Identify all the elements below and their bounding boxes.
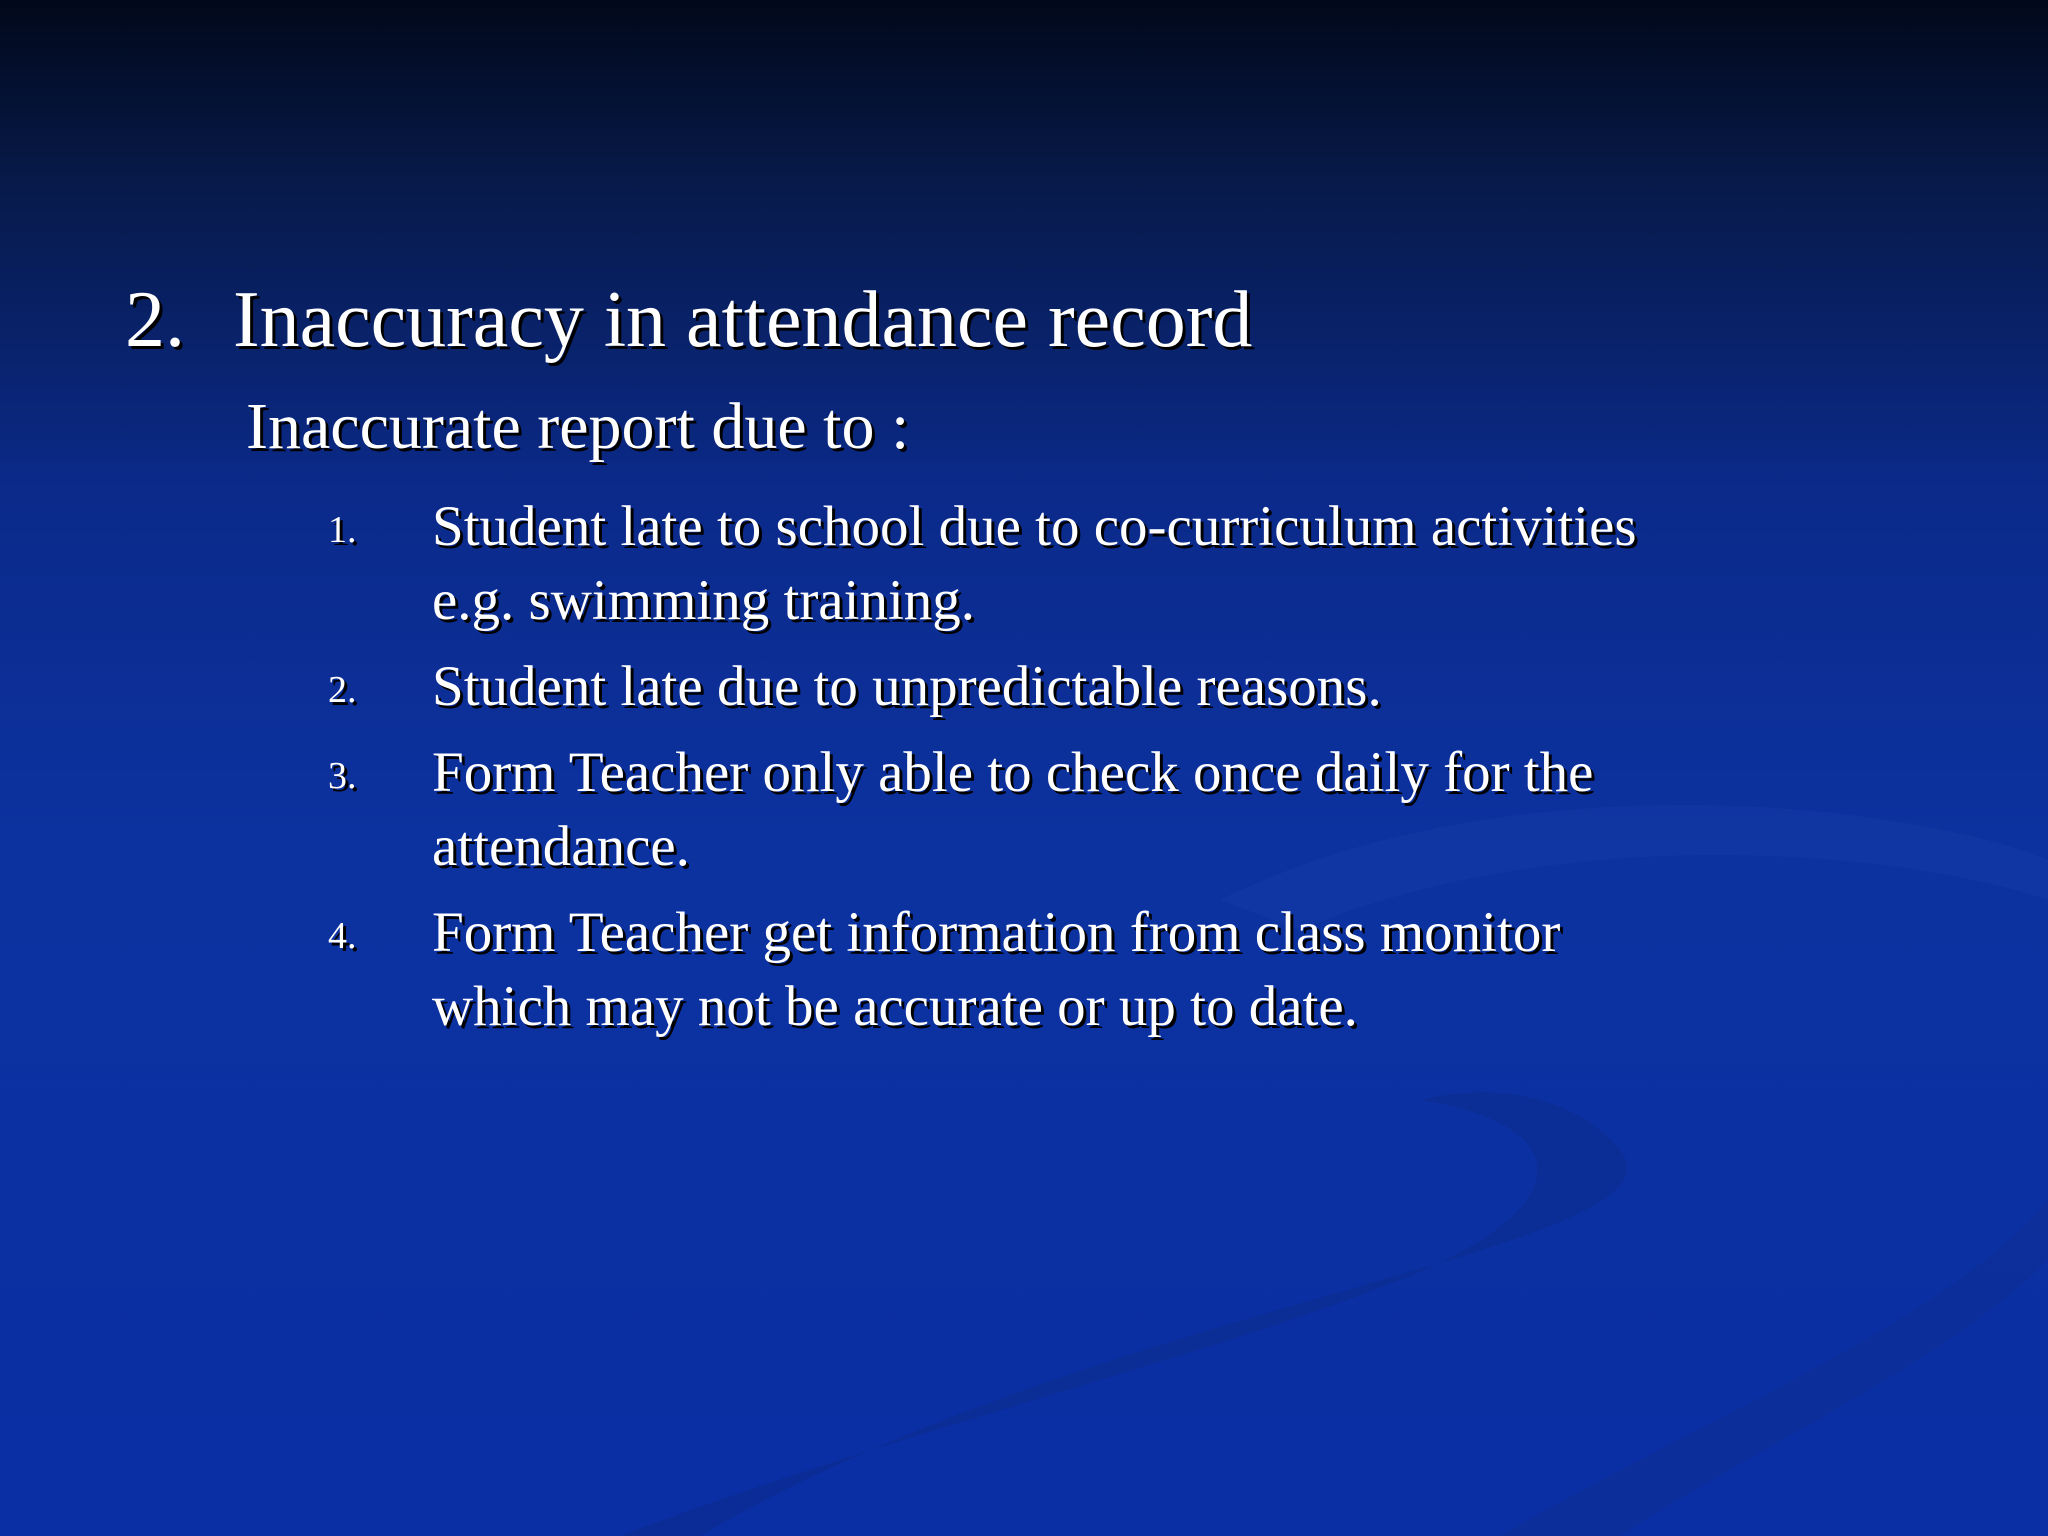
- heading-number: 2.: [125, 276, 185, 364]
- list-marker: 1.: [328, 509, 357, 551]
- list-marker: 3.: [328, 755, 357, 797]
- list-item-line: Form Teacher only able to check once daily for the: [432, 741, 1594, 804]
- slide-subheading: Inaccurate report due to :: [246, 390, 910, 463]
- list-marker: 4.: [328, 915, 357, 957]
- list-item: [328, 736, 1888, 884]
- list-item: [328, 896, 1888, 1044]
- list-item: [328, 650, 1888, 724]
- list-item-line: Form Teacher get information from class monitor: [432, 901, 1561, 964]
- list-item-line: attendance.: [432, 815, 690, 878]
- swoosh-band-right: [1500, 1200, 2048, 1536]
- swoosh-band-lower: [620, 1092, 1627, 1536]
- heading-text: Inaccuracy in attendance record: [233, 276, 1253, 364]
- list-item-line: Student late due to unpredictable reasons.: [432, 655, 1382, 718]
- list-item: [328, 490, 1888, 638]
- list-item-line: e.g. swimming training.: [432, 569, 976, 632]
- slide-heading: [125, 270, 1252, 370]
- reason-list: [328, 490, 1888, 1056]
- list-marker: 2.: [328, 669, 357, 711]
- list-item-line: which may not be accurate or up to date.: [432, 975, 1358, 1038]
- list-item-line: Student late to school due to co-curriculum activities: [432, 495, 1637, 558]
